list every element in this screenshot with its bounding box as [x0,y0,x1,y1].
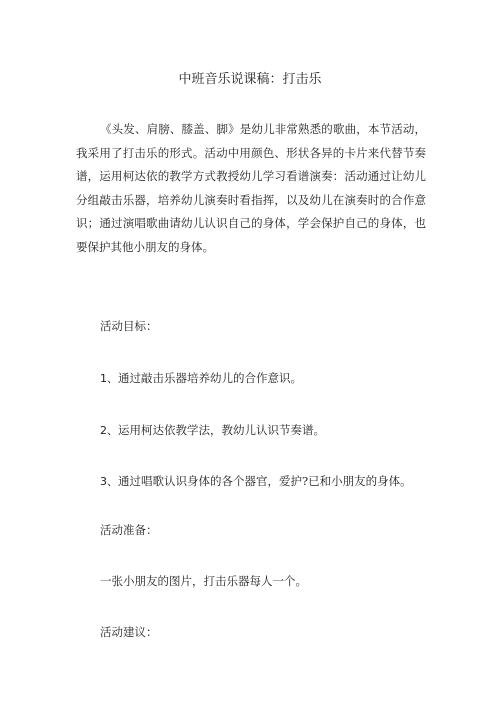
prep-heading: 活动准备： [100,523,158,537]
goal-item-2 [100,422,325,438]
goal-text: 通过唱歌认识身体的各个器官，爱护?已和小朋友的身体。 [118,474,412,488]
goal-text: 通过敲击乐器培养幼儿的合作意识。 [118,371,302,385]
goal-item-1 [100,370,302,386]
suggest-heading: 活动建议： [100,625,158,639]
page-title: 中班音乐说课稿：打击乐 [178,72,322,87]
goals-heading: 活动目标： [100,319,158,333]
goal-text: 运用柯达依教学法，教幼儿认识节奏谱。 [118,423,325,437]
goal-number: 1、 [100,372,118,385]
goal-item-3 [100,473,412,489]
goal-number: 3、 [100,475,118,488]
goal-number: 2、 [100,424,118,437]
prep-text: 一张小朋友的图片，打击乐器每人一个。 [100,574,307,588]
intro-paragraph: 《头发、肩膀、膝盖、脚》是幼儿非常熟悉的歌曲，本节活动，我采用了打击乐的形式。活动中用颜色、形状各异的卡片来代替节奏谱，运用柯达依的教学方式教授幼儿学习看谱演奏：活动通过让幼儿分组敲击乐器，培养幼儿演奏时看指挥，以及幼儿在演奏时的合作意识；通过演唱歌曲请幼儿认识自己的身体，学会保护自己的身体，也要保护其他小朋友的身体。 [76,122,426,254]
